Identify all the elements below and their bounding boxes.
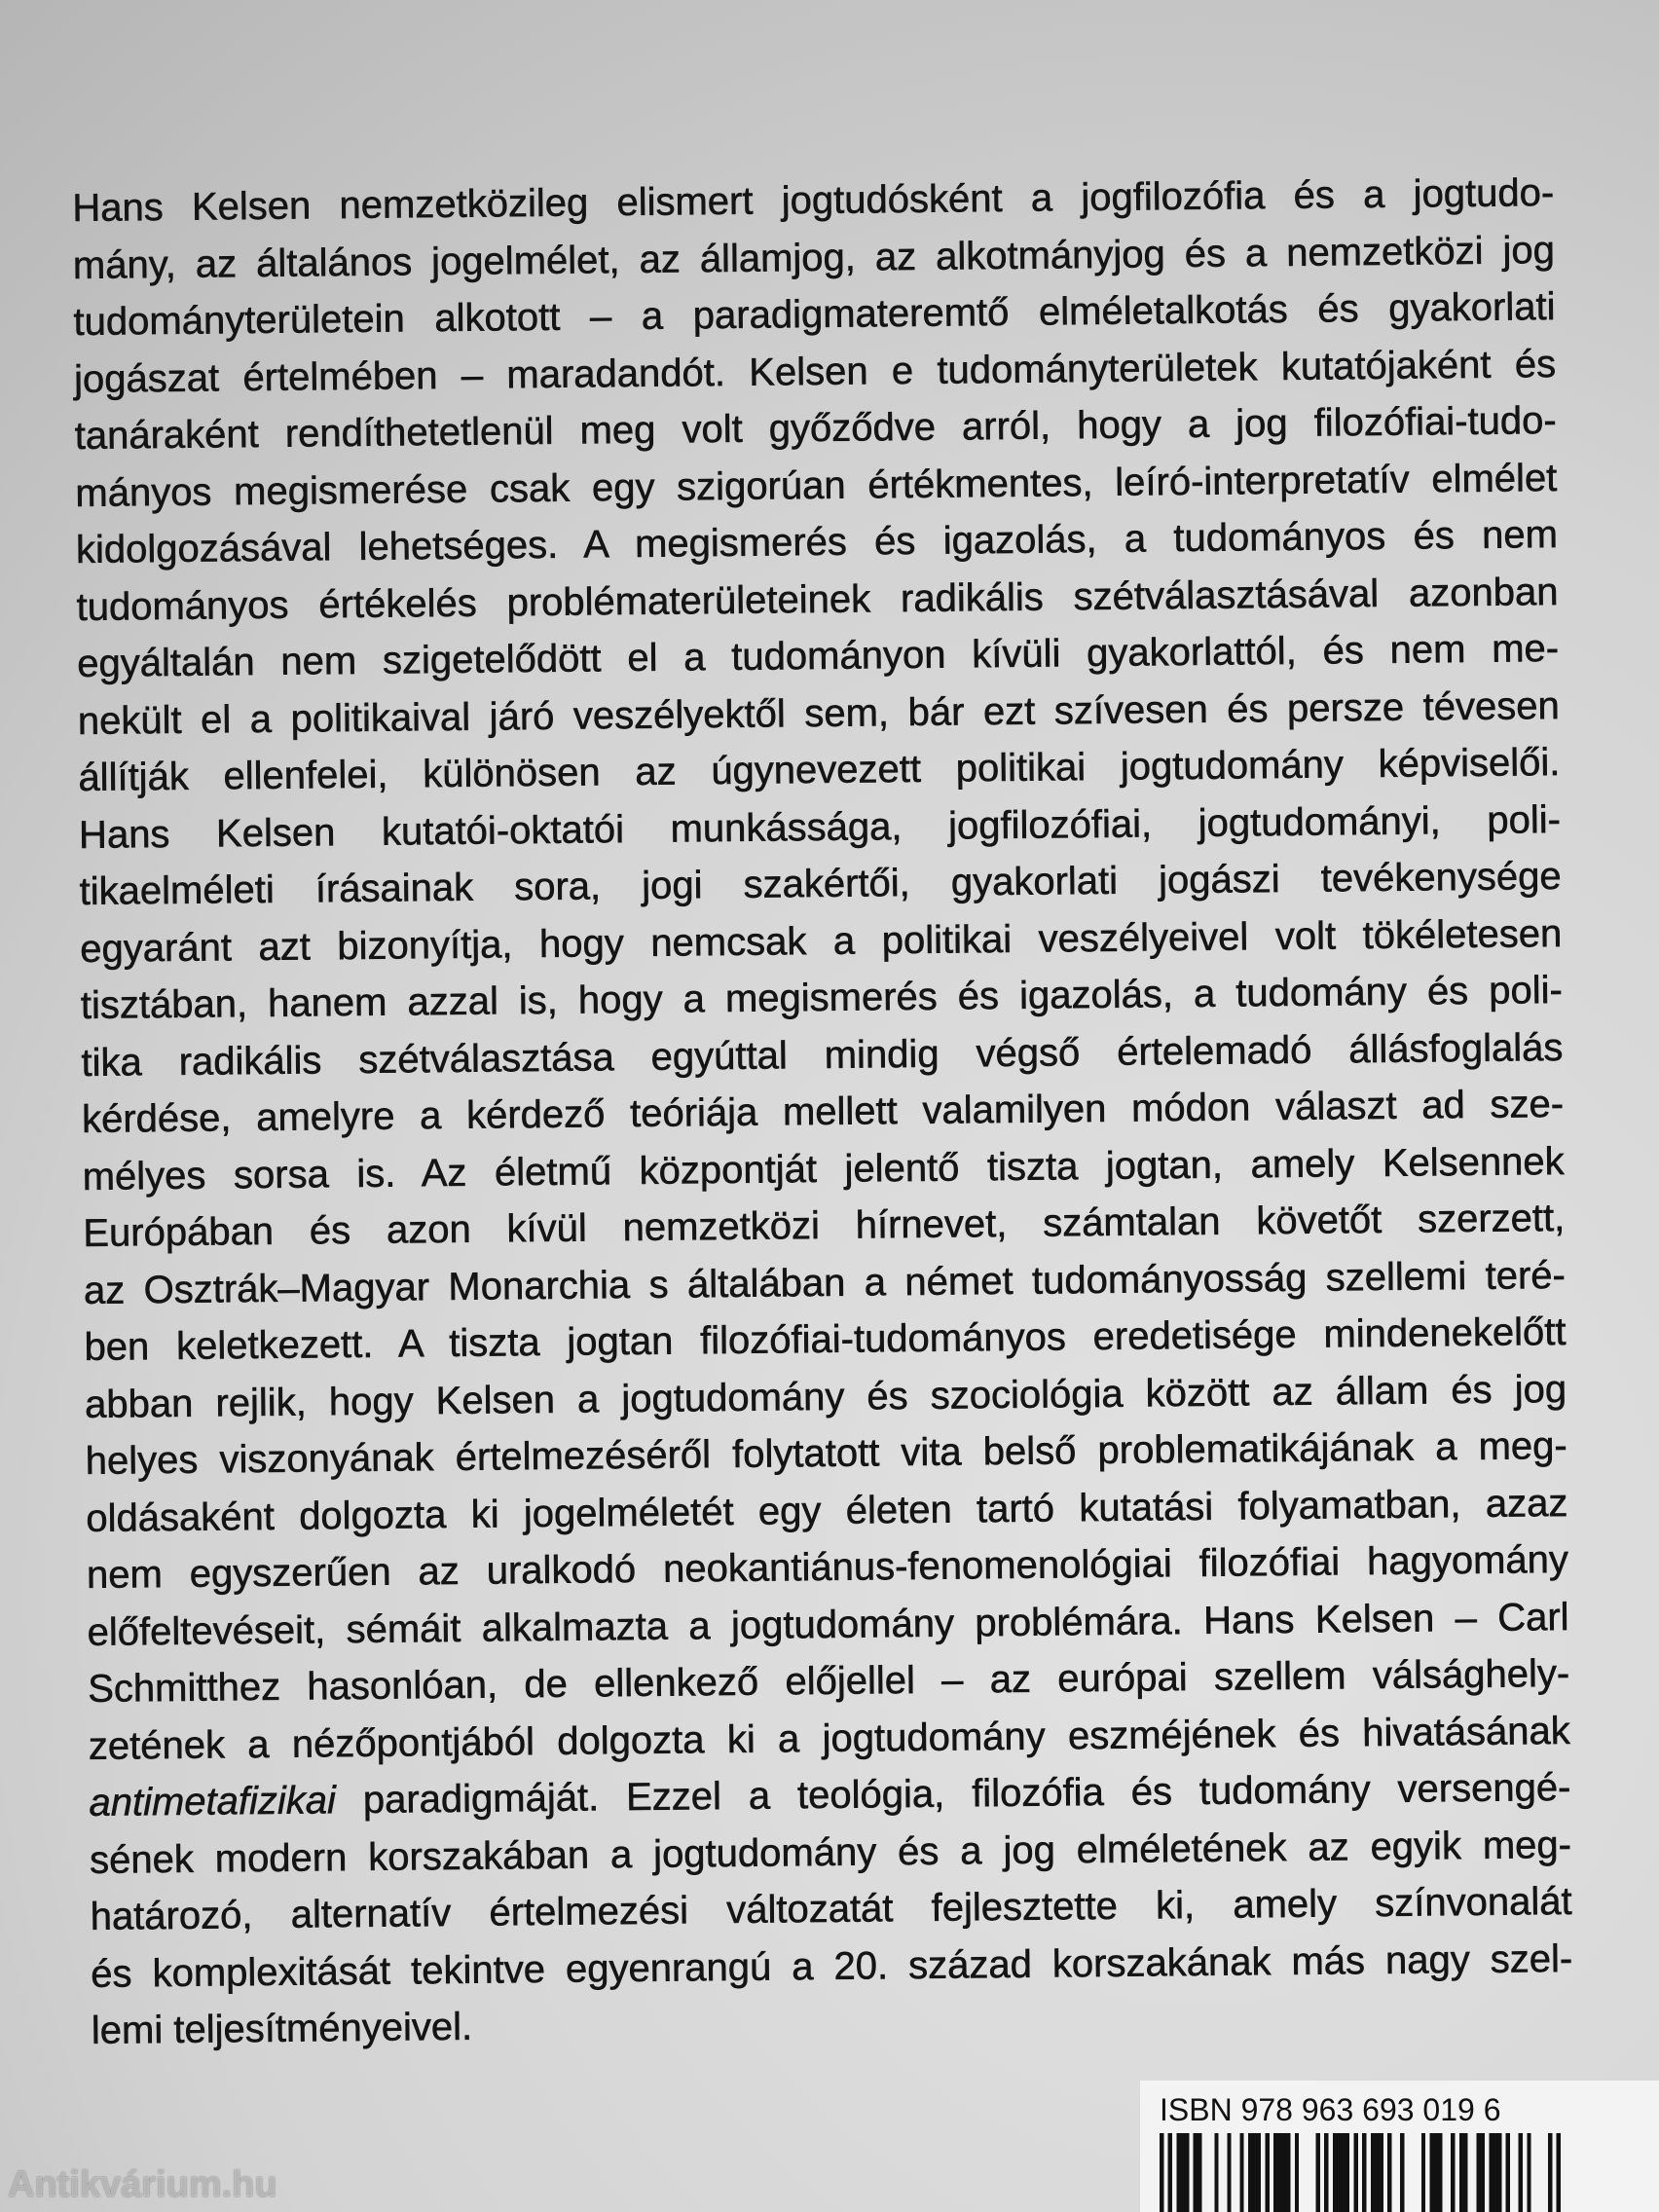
text-line: tisztában, hanem azzal is, hogy a megismerés és igazolás, a tudomány és poli- xyxy=(80,969,1564,1027)
blurb-text xyxy=(72,165,1573,2059)
text-line: helyes viszonyának értelmezéséről folytatott vita belső problematikájának a meg- xyxy=(85,1423,1567,1483)
text-line: előfeltevéseit, sémáit alkalmazta a jogtudomány problémára. Hans Kelsen – Carl xyxy=(87,1595,1569,1654)
watermark: Antikvárium.hu xyxy=(8,2164,277,2205)
barcode-bar xyxy=(1248,2133,1261,2212)
barcode-bar xyxy=(1430,2133,1443,2212)
text-line: Hans Kelsen nemzetközileg elismert jogtudósként a jogfilozófia és a jogtudo- xyxy=(72,171,1555,230)
barcode-bar xyxy=(1451,2133,1455,2212)
isbn-label xyxy=(1140,2081,1659,2212)
text-line: mélyes sorsa is. Az életmű központját jelentő tiszta jogtan, amely Kelsennek xyxy=(82,1139,1565,1198)
text-line-rest: paradigmáját. Ezzel a teológia, filozófia és tudomány versengé- xyxy=(335,1765,1571,1823)
text-line: ben keletkezett. A tiszta jogtan filozófiai-tudományos eredetisége mindenekelőtt xyxy=(84,1309,1567,1369)
barcode-bar xyxy=(1295,2133,1299,2212)
barcode-bar xyxy=(1176,2133,1189,2212)
text-line: állítják ellenfelei, különösen az úgynevezett politikai jogtudomány képviselői. xyxy=(78,741,1561,799)
text-line: Hans Kelsen kutatói-oktatói munkássága, jogfilozófiai, jogtudományi, poli- xyxy=(78,797,1562,857)
text-line: Schmitthez hasonlóan, de ellenkező előjellel – az európai szellem válsághely- xyxy=(88,1651,1570,1711)
barcode-bar xyxy=(1168,2133,1172,2212)
barcode-bar xyxy=(1421,2133,1425,2212)
text-line: határozó, alternatív értelmezési változatát fejlesztette ki, amely színvonalát xyxy=(90,1879,1572,1938)
barcode-bar xyxy=(1519,2133,1523,2212)
barcode-bar xyxy=(1324,2133,1328,2212)
barcode-bar xyxy=(1400,2133,1404,2212)
text-line: jogászat értelmében – maradandót. Kelsen e tudományterületek kutatójaként és xyxy=(73,342,1557,401)
barcode-bar xyxy=(1527,2133,1530,2212)
barcode-bar xyxy=(1227,2133,1231,2212)
text-line: egyáltalán nem szigetelődött el a tudományon kívüli gyakorlattól, és nem me- xyxy=(76,627,1560,685)
text-line: mány, az általános jogelmélet, az államjog, az alkotmányjog és a nemzetközi jog xyxy=(72,228,1556,287)
text-line: nem egyszerűen az uralkodó neokantiánus-fenomenológiai filozófiai hagyomány xyxy=(86,1537,1569,1597)
isbn-number: ISBN 978 963 693 019 6 xyxy=(1160,2092,1501,2127)
barcode-bar xyxy=(1459,2133,1468,2212)
text-line: nekült el a politikaival járó veszélyektől sem, bár ezt szívesen és persze tévesen xyxy=(77,683,1560,743)
text-line: tudományterületein alkotott – a paradigmateremtő elméletalkotás és gyakorlati xyxy=(73,285,1556,344)
barcode-bar xyxy=(1557,2133,1561,2212)
text-line: mányos megismerése csak egy szigorúan értékmentes, leíró-interpretatív elmélet xyxy=(75,456,1558,515)
text-line: az Osztrák–Magyar Monarchia s általában a német tudományosság szellemi teré- xyxy=(83,1253,1567,1312)
text-line: tika radikális szétválasztása egyúttal mindig végső értelemadó állásfoglalás xyxy=(81,1025,1564,1085)
text-line: zetének a nézőpontjából dolgozta ki a jogtudomány eszméjének és hivatásának xyxy=(88,1709,1570,1768)
barcode-bar xyxy=(1548,2133,1552,2212)
barcode-bar xyxy=(1239,2133,1243,2212)
barcode-bar xyxy=(1387,2133,1391,2212)
barcode-bar xyxy=(1265,2133,1269,2212)
barcode-bar xyxy=(1273,2133,1290,2212)
barcode-bar xyxy=(1489,2133,1501,2212)
text-line: kérdése, amelyre a kérdező teóriája mellett valamilyen módon választ ad sze- xyxy=(81,1083,1565,1141)
barcode-bar xyxy=(1362,2133,1366,2212)
italic-term: antimetafizikai xyxy=(89,1779,337,1825)
barcode xyxy=(1160,2133,1561,2212)
text-line: tanáraként rendíthetetlenül meg volt győződve arról, hogy a jog filozófiai-tudo- xyxy=(74,399,1557,458)
barcode-bar xyxy=(1506,2133,1510,2212)
barcode-bar xyxy=(1214,2133,1218,2212)
text-line: sének modern korszakában a jogtudomány és a jog elméletének az egyik meg- xyxy=(89,1823,1572,1882)
barcode-bar xyxy=(1333,2133,1349,2212)
text-line: tikaelméleti írásainak sora, jogi szakértői, gyakorlati jogászi tevékenysége xyxy=(79,855,1562,913)
text-line: abban rejlik, hogy Kelsen a jogtudomány és szociológia között az állam és jog xyxy=(84,1367,1567,1426)
barcode-bar xyxy=(1476,2133,1485,2212)
barcode-bar xyxy=(1160,2133,1163,2212)
text-line: Európában és azon kívül nemzetközi hírnevet, számtalan követőt szerzett, xyxy=(83,1197,1566,1255)
barcode-bar xyxy=(1194,2133,1202,2212)
text-line: kidolgozásával lehetséges. A megismerés és igazolás, a tudományos és nem xyxy=(75,513,1559,571)
text-line: egyaránt azt bizonyítja, hogy nemcsak a politikai veszélyeivel volt tökéletesen xyxy=(80,911,1563,971)
text-line: oldásaként dolgozta ki jogelméletét egy életen tartó kutatási folyamatban, azaz xyxy=(86,1481,1568,1540)
barcode-bar xyxy=(1371,2133,1383,2212)
text-line: és komplexitását tekintve egyenrangú a 20. század korszakának más nagy szel- xyxy=(91,1936,1573,1996)
barcode-bar xyxy=(1353,2133,1357,2212)
text-line-last: lemi teljesítményeivel. xyxy=(91,2005,473,2052)
text-line: tudományos értékelés problématerületeinek radikális szétválasztásával azonban xyxy=(76,570,1559,629)
barcode-bar xyxy=(1315,2133,1319,2212)
